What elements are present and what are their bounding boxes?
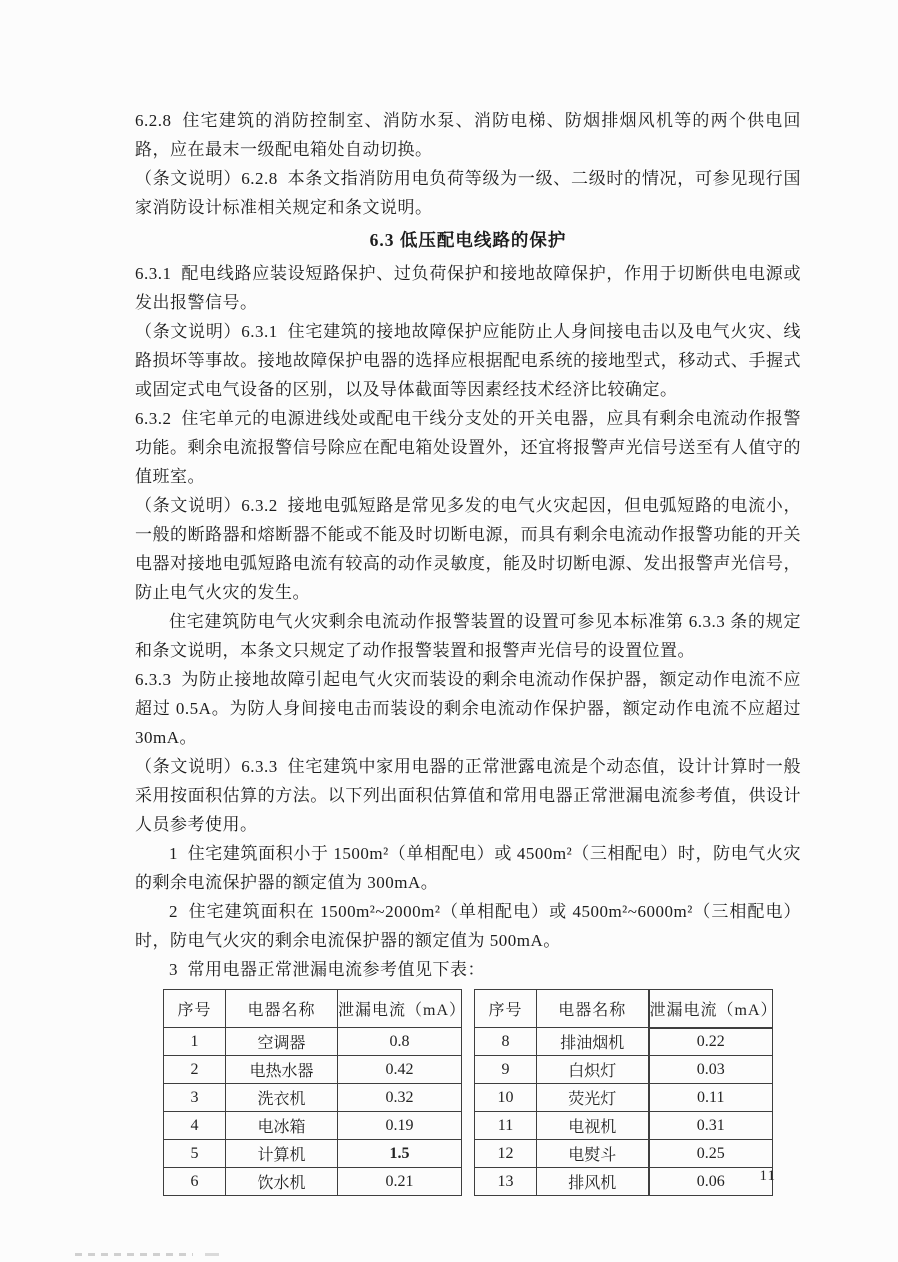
cell-leakage: 0.22 [649, 1028, 773, 1056]
table-row [164, 1056, 462, 1084]
table-row [475, 1168, 773, 1196]
scan-artifact [75, 1253, 193, 1256]
commentary-6-3-2-note: 住宅建筑防电气火灾剩余电流动作报警装置的设置可参见本标准第 6.3.3 条的规定和条文说明，本条文只规定了动作报警装置和报警声光信号的设置位置。 [135, 612, 801, 660]
table-header-row [475, 990, 773, 1028]
cell-name: 排油烟机 [537, 1028, 649, 1056]
table-row [164, 1140, 462, 1168]
cell-seq: 13 [475, 1168, 537, 1196]
table-row [164, 1084, 462, 1112]
clause-6-3-1: 6.3.1 配电线路应装设短路保护、过负荷保护和接地故障保护，作用于切断供电电源或发出报警信号。 [135, 264, 801, 312]
cell-leakage: 0.32 [338, 1084, 462, 1112]
cell-seq: 11 [475, 1112, 537, 1140]
cell-seq: 5 [164, 1140, 226, 1168]
clause-6-3-2: 6.3.2 住宅单元的电源进线处或配电干线分支处的开关电器，应具有剩余电流动作报警功能。剩余电流报警信号除应在配电箱处设置外，还宜将报警声光信号送至有人值守的值班室。 [135, 409, 801, 486]
cell-leakage: 0.42 [338, 1056, 462, 1084]
clause-6-2-8: 6.2.8 住宅建筑的消防控制室、消防水泵、消防电梯、防烟排烟风机等的两个供电回路，应在最末一级配电箱处自动切换。 [135, 111, 801, 159]
leakage-table-left [163, 989, 467, 1196]
header-cell-seq: 序号 [475, 990, 537, 1028]
cell-seq: 10 [475, 1084, 537, 1112]
cell-leakage: 0.21 [338, 1168, 462, 1196]
table-row [475, 1028, 773, 1056]
cell-seq: 2 [164, 1056, 226, 1084]
cell-name: 白炽灯 [537, 1056, 649, 1084]
leakage-table-right [474, 989, 778, 1196]
table-header-row [164, 990, 462, 1028]
commentary-6-2-8: （条文说明）6.2.8 本条文指消防用电负荷等级为一级、二级时的情况，可参见现行国家消防设计标准相关规定和条文说明。 [135, 169, 801, 217]
cell-leakage: 0.31 [649, 1112, 773, 1140]
commentary-6-3-2: （条文说明）6.3.2 接地电弧短路是常见多发的电气火灾起因，但电弧短路的电流小，一般的断路器和熔断器不能或不能及时切断电源，而具有剩余电流动作报警功能的开关电器对接地电弧短路电流有较高的动作灵敏度，能及时切断电源、发出报警声光信号，防止电气火灾的发生。 [135, 496, 801, 602]
cell-name: 电热水器 [226, 1056, 338, 1084]
clause-6-3-3: 6.3.3 为防止接地故障引起电气火灾而装设的剩余电流动作保护器，额定动作电流不应超过 0.5A。为防人身间接电击而装设的剩余电流动作保护器，额定动作电流不应超过 30mA。 [135, 670, 806, 747]
commentary-6-3-3: （条文说明）6.3.3 住宅建筑中家用电器的正常泄露电流是个动态值，设计计算时一般采用按面积估算的方法。以下列出面积估算值和常用电器正常泄漏电流参考值，供设计人员参考使用。 [135, 757, 801, 834]
page-number: 11 [759, 1168, 776, 1184]
table-row [475, 1112, 773, 1140]
cell-seq: 3 [164, 1084, 226, 1112]
cell-name: 空调器 [226, 1028, 338, 1056]
header-cell-name: 电器名称 [226, 990, 338, 1028]
cell-leakage: 0.25 [649, 1140, 773, 1168]
table-row [475, 1084, 773, 1112]
cell-name: 洗衣机 [226, 1084, 338, 1112]
commentary-item-2: 2 住宅建筑面积在 1500m²~2000m²（单相配电）或 4500m²~6000m²（三相配电）时，防电气火灾的剩余电流保护器的额定值为 500mA。 [135, 902, 801, 950]
table-row [164, 1168, 462, 1196]
cell-name: 电熨斗 [537, 1140, 649, 1168]
commentary-item-1: 1 住宅建筑面积小于 1500m²（单相配电）或 4500m²（三相配电）时，防电气火灾的剩余电流保护器的额定值为 300mA。 [135, 844, 801, 892]
document-content [135, 106, 806, 1196]
scan-artifact [205, 1253, 219, 1256]
header-cell-seq: 序号 [164, 990, 226, 1028]
cell-name: 排风机 [537, 1168, 649, 1196]
cell-seq: 9 [475, 1056, 537, 1084]
cell-seq: 4 [164, 1112, 226, 1140]
table-row [475, 1056, 773, 1084]
cell-seq: 8 [475, 1028, 537, 1056]
cell-leakage: 0.8 [338, 1028, 462, 1056]
table-row [164, 1028, 462, 1056]
cell-name: 电冰箱 [226, 1112, 338, 1140]
cell-name: 计算机 [226, 1140, 338, 1168]
cell-name: 饮水机 [226, 1168, 338, 1196]
header-cell-leakage: 泄漏电流（mA） [649, 990, 773, 1028]
cell-seq: 6 [164, 1168, 226, 1196]
header-cell-leakage: 泄漏电流（mA） [338, 990, 462, 1028]
table-caption: 3 常用电器正常泄漏电流参考值见下表： [169, 960, 485, 979]
cell-seq: 12 [475, 1140, 537, 1168]
table-row [164, 1112, 462, 1140]
section-heading-6-3: 6.3 低压配电线路的保护 [369, 230, 567, 250]
table-row [475, 1140, 773, 1168]
cell-leakage: 0.06 [649, 1168, 773, 1196]
leakage-current-tables [163, 989, 801, 1196]
cell-leakage: 0.19 [338, 1112, 462, 1140]
cell-leakage: 0.03 [649, 1056, 773, 1084]
cell-name: 荧光灯 [537, 1084, 649, 1112]
commentary-6-3-1: （条文说明）6.3.1 住宅建筑的接地故障保护应能防止人身间接电击以及电气火灾、线路损坏等事故。接地故障保护电器的选择应根据配电系统的接地型式，移动式、手握式或固定式电气设备的区别，以及导体截面等因素经技术经济比较确定。 [135, 322, 801, 399]
cell-leakage: 1.5 [338, 1140, 462, 1168]
header-cell-name: 电器名称 [537, 990, 649, 1028]
cell-name: 电视机 [537, 1112, 649, 1140]
cell-seq: 1 [164, 1028, 226, 1056]
cell-leakage: 0.11 [649, 1084, 773, 1112]
